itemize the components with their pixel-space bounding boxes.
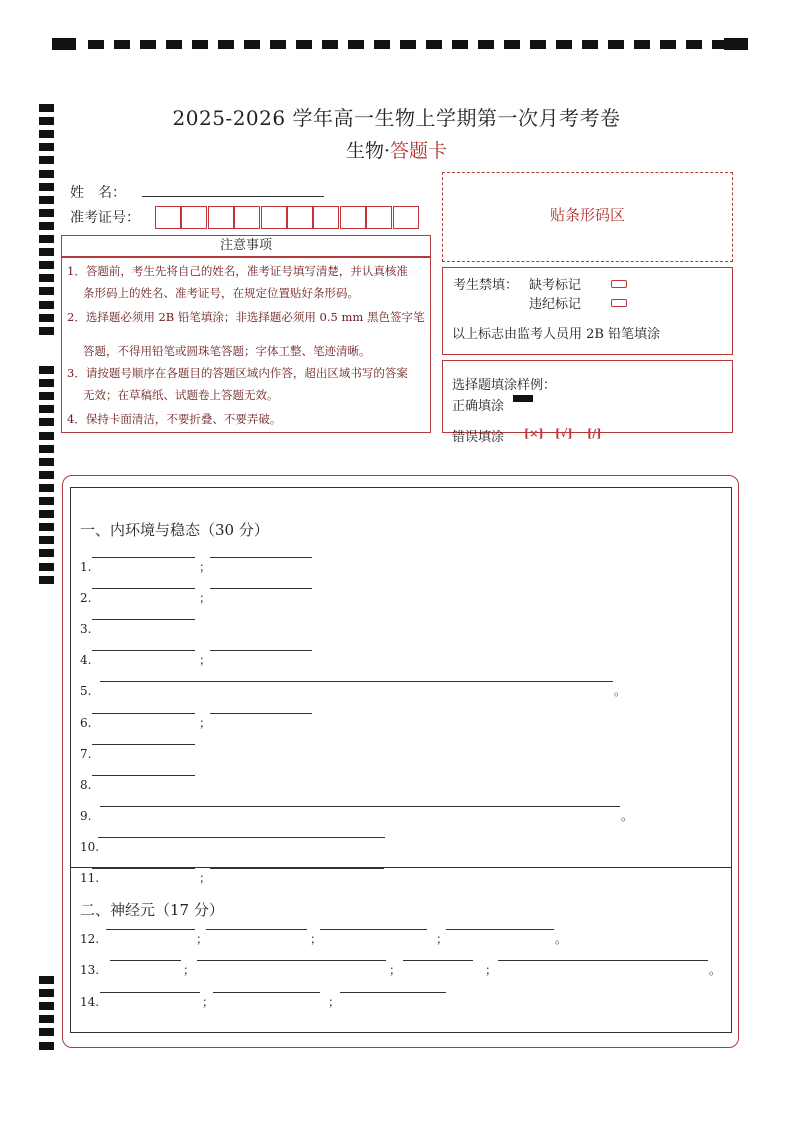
barcode-label: 贴条形码区 [549,206,625,224]
answer-blank[interactable] [320,929,427,930]
barcode-area [442,172,733,262]
question-number: 10. [80,840,100,854]
timing-mark [724,38,748,50]
punctuation: ； [199,591,212,605]
notice-item-3-line-2: 无效；在草稿纸、试题卷上答题无效。 [83,388,279,402]
timing-mark [270,40,286,49]
timing-mark [556,40,572,49]
timing-mark [426,40,442,49]
timing-mark [39,314,54,322]
answer-blank[interactable] [100,992,200,993]
answer-blank[interactable] [92,650,195,651]
timing-mark [39,418,54,426]
timing-mark [348,40,364,49]
answer-blank[interactable] [210,868,384,869]
timing-mark [39,471,54,479]
timing-mark [39,209,54,217]
notice-item-2-line-1: 2．选择题必须用 2B 铅笔填涂；非选择题必须用 0.5 mm 黑色签字笔 [67,310,425,324]
timing-mark [39,458,54,466]
section-1-title: 一、内环境与稳态（30 分） [80,521,269,539]
question-number: 6. [80,716,92,730]
answer-blank[interactable] [446,929,554,930]
timing-mark [39,287,54,295]
timing-mark [582,40,598,49]
question-number: 1. [80,560,92,574]
timing-mark [39,301,54,309]
timing-mark [296,40,312,49]
timing-mark [39,536,54,544]
timing-mark [39,1028,54,1036]
timing-mark [452,40,468,49]
forbidden-box [442,267,733,355]
sample-title: 选择题填涂样例： [452,378,557,393]
question-number: 11. [80,871,100,885]
punctuation: ； [199,653,212,667]
question-number: 13. [80,963,100,977]
wrong-mark-x: [×] [524,427,544,440]
answer-blank[interactable] [92,619,195,620]
question-number: 9. [80,809,92,823]
violation-mark-box[interactable] [611,299,627,307]
timing-mark [39,1015,54,1023]
timing-mark [39,510,54,518]
punctuation: ； [199,871,212,885]
wrong-mark-slash: [/] [587,427,602,440]
punctuation: 。 [621,809,634,823]
wrong-label: 错误填涂 [452,430,505,445]
answer-blank[interactable] [98,837,385,838]
timing-mark [39,327,54,335]
punctuation: ； [328,995,341,1009]
timing-mark [114,40,130,49]
id-digit-box[interactable] [366,206,392,229]
answer-blank[interactable] [206,929,307,930]
timing-mark [39,976,54,984]
timing-mark [39,235,54,243]
name-label: 姓 名： [70,185,126,201]
timing-mark [39,392,54,400]
timing-mark [686,40,702,49]
question-number: 4. [80,653,92,667]
absent-label: 缺考标记 [529,278,582,293]
timing-mark [39,497,54,505]
timing-mark [39,563,54,571]
timing-mark [166,40,182,49]
answer-blank[interactable] [498,960,708,961]
punctuation: ； [199,716,212,730]
wrong-mark-check: [√] [555,427,573,440]
id-digit-box[interactable] [340,206,366,229]
answer-blank[interactable] [210,557,312,558]
timing-mark [634,40,650,49]
id-digit-box[interactable] [208,206,234,229]
name-field[interactable] [142,196,324,197]
timing-mark [39,523,54,531]
punctuation: ； [436,932,449,946]
answer-blank[interactable] [92,775,195,776]
answer-blank[interactable] [92,557,195,558]
exam-subtitle [0,136,793,163]
answer-blank[interactable] [210,713,312,714]
punctuation: ； [199,560,212,574]
question-number: 5. [80,684,92,698]
timing-mark [39,484,54,492]
notice-item-1-line-2: 条形码上的姓名、准考证号，在规定位置贴好条形码。 [83,286,359,300]
question-number: 12. [80,932,100,946]
answer-blank[interactable] [100,806,620,807]
answer-blank[interactable] [100,681,613,682]
timing-mark [374,40,390,49]
timing-mark [39,379,54,387]
id-digit-box[interactable] [313,206,339,229]
timing-mark [39,405,54,413]
timing-mark [39,576,54,584]
punctuation: ； [485,963,498,977]
timing-mark [39,248,54,256]
violation-label: 违纪标记 [529,297,582,312]
question-number: 8. [80,778,92,792]
timing-mark [39,261,54,269]
subtitle-accent: 答题卡 [390,140,448,162]
timing-mark [218,40,234,49]
answer-blank[interactable] [92,868,195,869]
timing-mark [39,989,54,997]
answer-blank[interactable] [106,929,195,930]
timing-mark [322,40,338,49]
top-timing-marks [52,38,749,52]
question-number: 2. [80,591,92,605]
forbidden-note: 以上标志由监考人员用 2B 铅笔填涂 [452,327,661,342]
timing-mark [39,432,54,440]
id-digit-box[interactable] [155,206,181,229]
answer-blank[interactable] [340,992,446,993]
timing-mark [39,274,54,282]
id-digit-box[interactable] [181,206,207,229]
punctuation: ； [183,963,196,977]
answer-blank[interactable] [92,588,195,589]
question-number: 14. [80,995,100,1009]
notice-item-4-line-1: 4．保持卡面清洁，不要折叠、不要弄破。 [67,412,282,426]
timing-mark [39,183,54,191]
timing-mark [504,40,520,49]
punctuation: ； [196,932,209,946]
timing-mark [39,366,54,374]
answer-area-inner [70,487,732,1033]
id-digit-box[interactable] [287,206,313,229]
notice-box [61,257,431,433]
correct-fill-sample [513,395,533,402]
punctuation: ； [202,995,215,1009]
timing-mark [244,40,260,49]
punctuation: 。 [709,963,722,977]
left-timing-marks [0,0,60,1123]
punctuation: 。 [614,684,627,698]
answer-blank[interactable] [213,992,320,993]
punctuation: ； [310,932,323,946]
id-digit-box[interactable] [393,206,419,229]
timing-mark [39,1002,54,1010]
correct-label: 正确填涂 [452,399,505,414]
notice-item-2-line-2: 答题，不得用铅笔或圆珠笔答题；字体工整、笔迹清晰。 [83,344,371,358]
answer-blank[interactable] [403,960,473,961]
timing-mark [39,549,54,557]
id-digit-box[interactable] [234,206,260,229]
answer-blank[interactable] [92,713,195,714]
notice-header [61,235,431,257]
id-label: 准考证号： [70,210,140,226]
timing-mark [39,1042,54,1050]
timing-mark [39,196,54,204]
timing-mark [140,40,156,49]
timing-mark [88,40,104,49]
answer-blank[interactable] [197,960,386,961]
timing-mark [478,40,494,49]
subtitle-main: 生物· [345,140,391,162]
notice-title: 注意事项 [219,238,272,253]
timing-mark [660,40,676,49]
timing-mark [192,40,208,49]
question-number: 3. [80,622,92,636]
timing-mark [39,445,54,453]
timing-mark [39,222,54,230]
punctuation: ； [389,963,402,977]
punctuation: 。 [555,932,568,946]
timing-mark [39,170,54,178]
timing-mark [608,40,624,49]
answer-blank[interactable] [92,744,195,745]
forbidden-label: 考生禁填： [453,278,519,293]
sample-box [442,360,733,445]
id-digit-box[interactable] [261,206,287,229]
answer-blank[interactable] [210,650,312,651]
section-2-title: 二、神经元（17 分） [80,901,224,919]
timing-mark [530,40,546,49]
exam-title: 2025-2026 学年高一生物上学期第一次月考考卷 [172,106,621,130]
question-number: 7. [80,747,92,761]
notice-item-3-line-1: 3．请按题号顺序在各题目的答题区域内作答，超出区域书写的答案 [67,366,408,380]
absent-mark-box[interactable] [611,280,627,288]
answer-blank[interactable] [110,960,181,961]
timing-mark [400,40,416,49]
answer-blank[interactable] [210,588,312,589]
notice-item-1-line-1: 1．答题前，考生先将自己的姓名，准考证号填写清楚，并认真核准 [67,264,408,278]
